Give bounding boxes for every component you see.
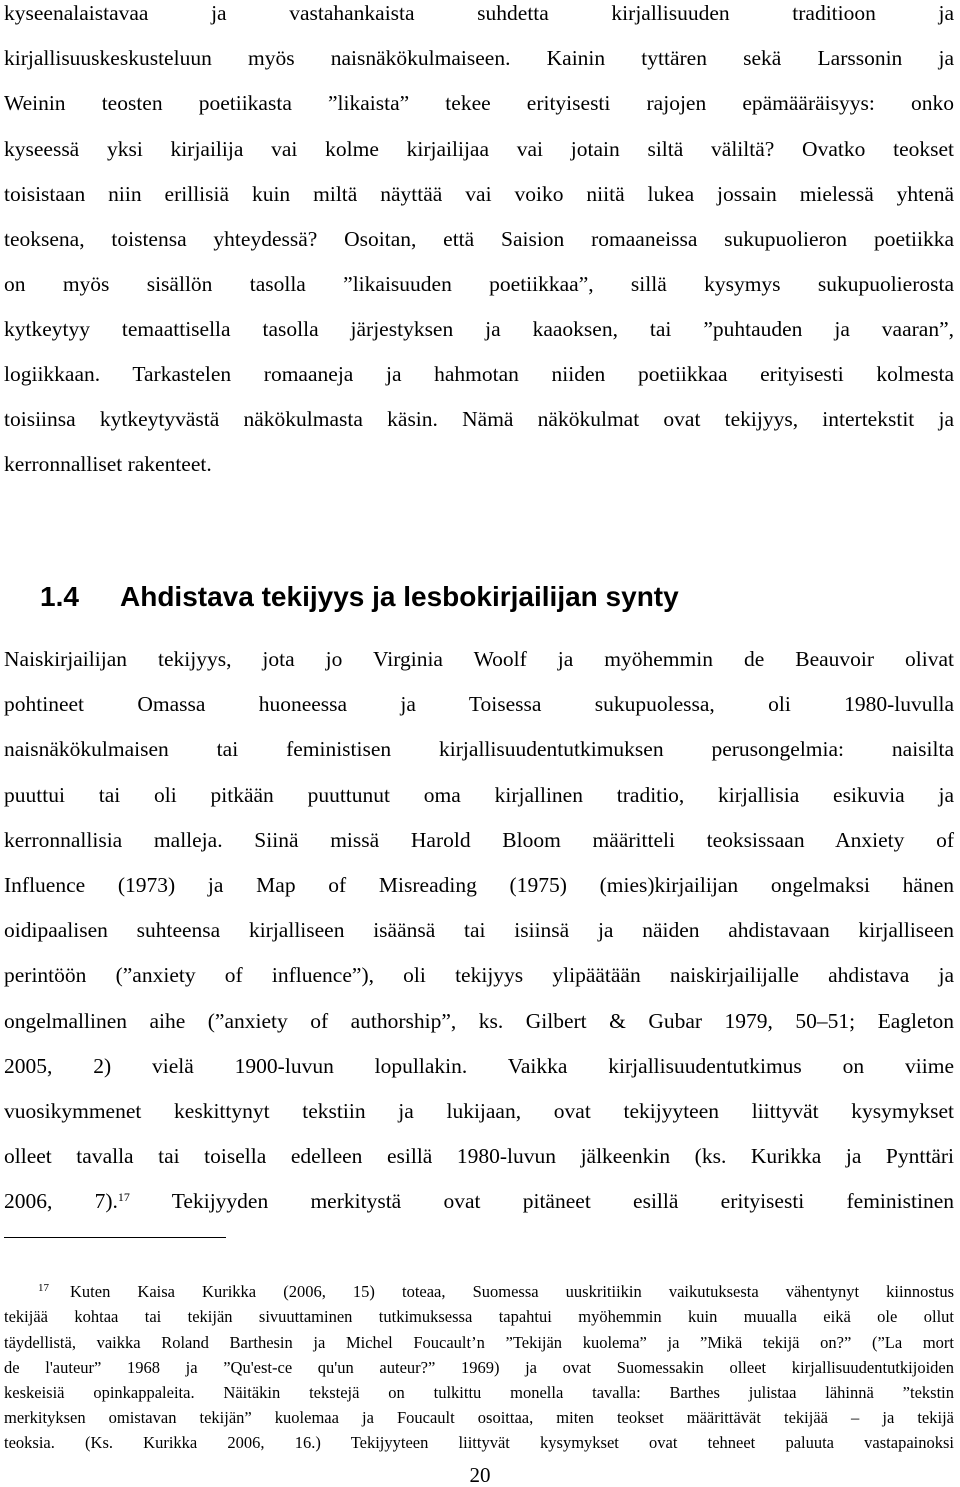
paragraph-line: oidipaalisen suhteensa kirjalliseen isäänsä tai isiinsä ja näiden ahdistavaan kirjalliseen	[4, 918, 954, 942]
footnote-line: täydellistä, vaikka Roland Barthesin ja Michel Foucault’n ”Tekijän kuolema” ja ”Mikä tekijä on?” (”La mort	[4, 1333, 954, 1352]
paragraph-line: kerronnallisia malleja. Siinä missä Harold Bloom määritteli teoksissaan Anxiety of	[4, 828, 954, 852]
paragraph-line: puuttui tai oli pitkään puuttunut oma kirjallinen traditio, kirjallisia esikuvia ja	[4, 783, 954, 807]
paragraph-line: on myös sisällön tasolla ”likaisuuden poetiikkaa”, sillä kysymys sukupuolierosta	[4, 272, 954, 296]
paragraph-line	[4, 1188, 954, 1214]
paragraph-line: ongelmallinen aihe (”anxiety of authorship”, ks. Gilbert & Gubar 1979, 50–51; Eagleton	[4, 1009, 954, 1033]
footnote-line: de l'auteur” 1968 ja ”Qu'est-ce qu'un auteur?” 1969) ja ovat Suomessakin olleet kirjallisuudentutkijoiden	[4, 1358, 954, 1377]
paragraph-line: olleet tavalla tai toisella edelleen esillä 1980-luvun jälkeenkin (ks. Kurikka ja Pynttäri	[4, 1144, 954, 1168]
paragraph-line: logiikkaan. Tarkastelen romaaneja ja hahmotan niiden poetiikkaa erityisesti kolmesta	[4, 362, 954, 386]
paragraph-line: pohtineet Omassa huoneessa ja Toisessa sukupuolessa, oli 1980-luvulla	[4, 692, 954, 716]
section-heading	[40, 580, 679, 614]
paragraph-line: perintöön (”anxiety of influence”), oli tekijyys ylipäätään naiskirjailijalle ahdistava ja	[4, 963, 954, 987]
paragraph-line: kirjallisuuskeskusteluun myös naisnäkökulmaiseen. Kainin tyttären sekä Larssonin ja	[4, 46, 954, 70]
line-end: Tekijyyden merkitystä ovat pitäneet esillä erityisesti feministinen	[171, 1189, 954, 1213]
paragraph-line: teoksena, toistensa yhteydessä? Osoitan, että Saision romaaneissa sukupuolieron poetiikka	[4, 227, 954, 251]
paragraph-line: kytkeytyy temaattisella tasolla järjestyksen ja kaaoksen, tai ”puhtauden ja vaaran”,	[4, 317, 954, 341]
footnote-marker: 17	[38, 1282, 49, 1294]
footnote-line: keskeisiä opinkappaleita. Näitäkin tekstejä on tulkittu monella tavalla: Barthes julistaa lähinnä ”tekstin	[4, 1383, 954, 1402]
footnote-line	[4, 1282, 954, 1302]
line-start: 2006, 7).	[4, 1189, 118, 1213]
footnote-line: merkityksen omistavan tekijän” kuolemaa ja Foucault osoittaa, miten teokset määrittävät tekijää – ja tekijä	[4, 1408, 954, 1427]
paragraph-line: toisiinsa kytkeytyvästä näkökulmasta käsin. Nämä näkökulmat ovat tekijyys, intertekstit ja	[4, 407, 954, 431]
paragraph-line: kyseenalaistavaa ja vastahankaista suhdetta kirjallisuuden traditioon ja	[4, 1, 954, 25]
paragraph-line: naisnäkökulmaisen tai feministisen kirjallisuudentutkimuksen perusongelmia: naisilta	[4, 737, 954, 761]
paragraph-line: kyseessä yksi kirjailija vai kolme kirjailijaa vai jotain siltä väliltä? Ovatko teokset	[4, 137, 954, 161]
footnote-line: tekijää kohtaa tai tekijän sivuuttaminen tutkimuksessa tapahtui myöhemmin kuin muualla eikä ole ollut	[4, 1307, 954, 1326]
paragraph-line: 2005, 2) vielä 1900-luvun lopullakin. Vaikka kirjallisuudentutkimus on viime	[4, 1054, 954, 1078]
section-number: 1.4	[40, 581, 79, 612]
paragraph-line: kerronnalliset rakenteet.	[4, 452, 212, 476]
footnote-line: teoksia. (Ks. Kurikka 2006, 16.) Tekijyyteen liittyvät kysymykset ovat tehneet paluuta vastapainoksi	[4, 1433, 954, 1452]
paragraph-line: Weinin teosten poetiikasta ”likaista” tekee erityisesti rajojen epämääräisyys: onko	[4, 91, 954, 115]
footnote-reference[interactable]: 17	[117, 1190, 130, 1204]
footnote-separator	[4, 1237, 226, 1238]
page-number: 20	[469, 1463, 491, 1487]
footnote-text: Kuten Kaisa Kurikka (2006, 15) toteaa, Suomessa uuskritiikin vaikutuksesta vähentynyt kiinnostus	[70, 1282, 954, 1301]
paragraph-line: toisistaan niin erillisiä kuin miltä näyttää vai voiko niitä lukea jossain mielessä yhtenä	[4, 182, 954, 206]
paragraph-line: Influence (1973) ja Map of Misreading (1975) (mies)kirjailijan ongelmaksi hänen	[4, 873, 954, 897]
paragraph-line: Naiskirjailijan tekijyys, jota jo Virginia Woolf ja myöhemmin de Beauvoir olivat	[4, 647, 954, 671]
section-title: Ahdistava tekijyys ja lesbokirjailijan synty	[120, 581, 679, 612]
paragraph-line: vuosikymmenet keskittynyt tekstiin ja lukijaan, ovat tekijyyteen liittyvät kysymykset	[4, 1099, 954, 1123]
